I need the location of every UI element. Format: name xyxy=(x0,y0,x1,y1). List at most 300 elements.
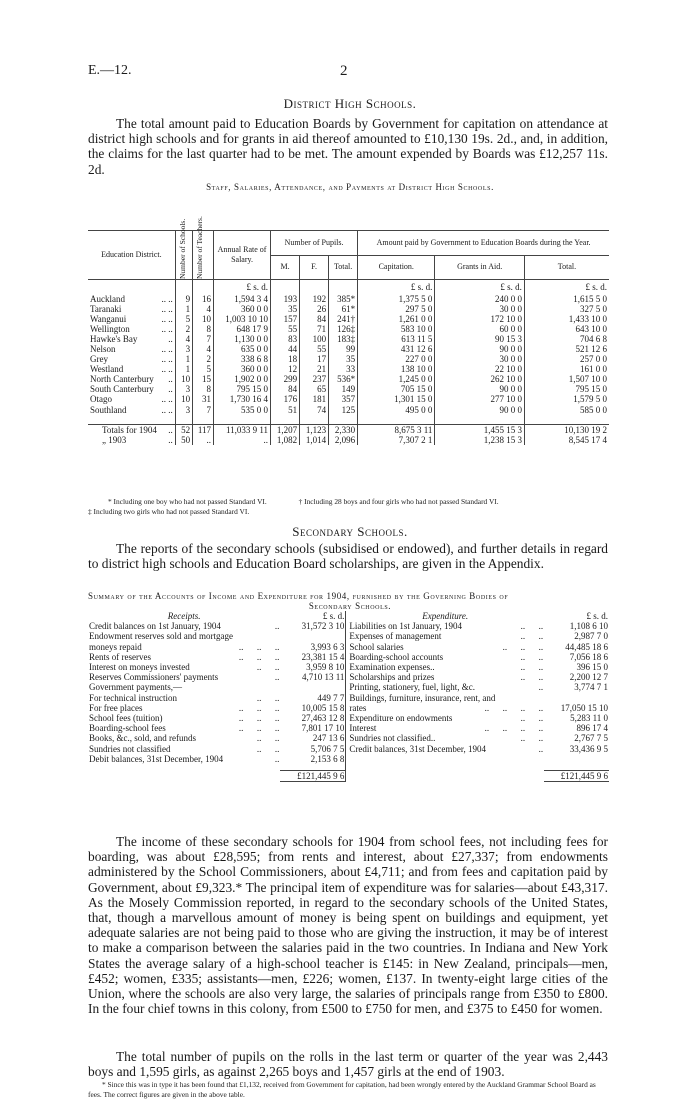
cell-tot: 327 5 0 xyxy=(524,304,609,314)
cell-salary: 1,130 0 0 xyxy=(214,334,271,344)
cell-schools: 9 xyxy=(175,294,192,304)
receipt-label-text: Boarding-school fees xyxy=(89,723,166,734)
cell-tot: 643 10 0 xyxy=(524,324,609,334)
cell-m: 299 xyxy=(271,374,300,384)
leader-dots: .. .. xyxy=(520,733,544,744)
section-title-secondary-schools: Secondary Schools. xyxy=(292,524,408,539)
expenditure-label-text: Boarding-school accounts xyxy=(349,651,444,662)
accounts-row xyxy=(88,733,609,743)
cell-total: 385* xyxy=(329,294,358,304)
expenditure-label xyxy=(346,693,544,703)
cell-total: 183‡ xyxy=(329,334,358,344)
leader-dots: .. .. xyxy=(520,662,544,673)
cell-teachers: 10 xyxy=(193,314,214,324)
receipt-amount: 3,993 6 3 xyxy=(310,641,345,652)
total-receipts: £121,445 9 6 xyxy=(280,770,346,781)
receipt-amount: 247 13 6 xyxy=(312,733,345,744)
cell-gr: 90 15 3 xyxy=(435,334,525,344)
table-row xyxy=(88,405,609,415)
cell-total: 357 xyxy=(329,394,358,404)
receipt-label-text: Government payments,— xyxy=(89,682,182,693)
cell-teachers: 7 xyxy=(193,334,214,344)
leader-dots: .. .. xyxy=(520,621,544,632)
table-row xyxy=(88,334,609,344)
receipt-label xyxy=(88,631,280,641)
receipt-label xyxy=(88,693,280,703)
col-pupils: Number of Pupils. xyxy=(271,231,358,256)
cell-schools: 10 xyxy=(175,394,192,404)
cell-gr: 22 10 0 xyxy=(435,364,525,374)
accounts-row xyxy=(88,744,609,754)
receipt-label xyxy=(88,672,280,682)
leader-dots: .. .. xyxy=(161,364,173,375)
expenditure-label-text: Examination expenses.. xyxy=(349,662,435,673)
expenditure-label-text: Expenditure on endowments xyxy=(349,713,453,724)
cell-m: 157 xyxy=(271,314,300,324)
cell-gr: 277 10 0 xyxy=(435,394,525,404)
cell-teachers: 4 xyxy=(193,344,214,354)
receipt-label xyxy=(88,703,280,713)
cell-total: 2,096 xyxy=(329,435,358,445)
leader-dots: .. xyxy=(538,682,544,693)
cell-tot: 257 0 0 xyxy=(524,354,609,364)
cell-salary: 648 17 9 xyxy=(214,324,271,334)
pupils-roll-paragraph: The total number of pupils on the rolls in the last term or quarter of the year was 2,443 boys and 1,595 girls, as against 2,265 boys and 1,457 girls at the end of 1903. xyxy=(88,1049,608,1080)
cell-schools: 52 xyxy=(175,425,192,436)
cell-teachers: 7 xyxy=(193,405,214,415)
cell-m: 44 xyxy=(271,344,300,354)
unit-capitation: £ s. d. xyxy=(358,280,435,294)
cell-cap: 1,375 5 0 xyxy=(358,294,435,304)
footnotes-block xyxy=(88,497,608,517)
expenditure-amount: 7,056 18 6 xyxy=(569,651,608,662)
accounts-row xyxy=(88,642,609,652)
accounts-row xyxy=(88,754,609,764)
expenditure-label-text: Printing, stationery, fuel, light, &c. xyxy=(349,682,476,693)
accounts-row xyxy=(88,652,609,662)
expenditure-amount: 2,767 7 5 xyxy=(574,733,608,744)
cell-gr: 90 0 0 xyxy=(435,405,525,415)
cell-total: 33 xyxy=(329,364,358,374)
expenditure-label xyxy=(346,662,544,672)
leader-dots: .. .. xyxy=(161,394,173,405)
cell-tot: 585 0 0 xyxy=(524,405,609,415)
district-name: Grey xyxy=(90,354,108,365)
leader-dots: .. .. xyxy=(520,672,544,683)
table-row xyxy=(88,394,609,404)
receipt-label-text: Debit balances, 31st December, 1904 xyxy=(89,753,224,764)
district-cell xyxy=(88,374,175,384)
expenditure-label xyxy=(346,652,544,662)
receipt-label-text: Credit balances on 1st January, 1904 xyxy=(89,621,221,632)
unit-total: £ s. d. xyxy=(524,280,609,294)
secondary-footnote: * Since this was in type it has been found that £1,132, received from Government for capitation, had been wrongly entered by the Auckland Grammar School Board as fees. The correct figures are given in the above table. xyxy=(88,1080,596,1099)
cell-tot: 1,433 10 0 xyxy=(524,314,609,324)
cell-m: 176 xyxy=(271,394,300,404)
accounts-row xyxy=(88,672,609,682)
cell-f: 65 xyxy=(300,384,329,394)
cell-cap: 8,675 3 11 xyxy=(358,425,435,436)
district-name: North Canterbury xyxy=(90,374,154,385)
receipt-amount xyxy=(280,682,346,692)
cell-teachers: 2 xyxy=(193,354,214,364)
cell-teachers: 8 xyxy=(193,324,214,334)
units-row xyxy=(88,280,609,294)
receipt-amount: 3,959 8 10 xyxy=(306,662,345,673)
expenditure-amount: 2,987 7 0 xyxy=(574,631,608,642)
receipt-label xyxy=(88,754,280,764)
cell-teachers: 5 xyxy=(193,364,214,374)
expenditure-header: Expenditure. xyxy=(346,611,544,621)
district-name: Westland xyxy=(90,364,124,375)
expenditure-label-text: Expenses of management xyxy=(349,631,442,642)
cell-salary: 338 6 8 xyxy=(214,354,271,364)
receipt-label xyxy=(88,621,280,631)
cell-total: 241† xyxy=(329,314,358,324)
spacer-row xyxy=(88,415,609,425)
cell-schools: 1 xyxy=(175,354,192,364)
leader-dots: .. .. xyxy=(161,343,173,354)
leader-dots: .. xyxy=(168,374,173,385)
totals-row xyxy=(88,435,609,445)
district-cell xyxy=(88,354,175,364)
cell-total: 126‡ xyxy=(329,324,358,334)
expenditure-amount xyxy=(544,754,609,764)
leader-dots: .. .. xyxy=(256,692,280,703)
table-row xyxy=(88,304,609,314)
cell-cap: 7,307 2 1 xyxy=(358,435,435,445)
receipt-label xyxy=(88,723,280,733)
unit-grants: £ s. d. xyxy=(435,280,525,294)
cell-m: 1,082 xyxy=(271,435,300,445)
receipt-amount: 10,005 15 8 xyxy=(301,702,345,713)
col-district: Education District. xyxy=(88,231,175,280)
district-name: Taranaki xyxy=(90,303,122,314)
col-grants: Grants in Aid. xyxy=(435,255,525,280)
leader-dots: .. .. xyxy=(520,713,544,724)
cell-cap: 431 12 6 xyxy=(358,344,435,354)
cell-gr: 90 0 0 xyxy=(435,384,525,394)
expenditure-amount: 17,050 15 10 xyxy=(560,702,608,713)
district-name: Otago xyxy=(90,394,112,405)
accounts-row xyxy=(88,682,609,692)
expenditure-label-text: Credit balances, 31st December, 1904 xyxy=(349,743,486,754)
cell-schools: 1 xyxy=(175,364,192,374)
cell-m: 51 xyxy=(271,405,300,415)
district-cell xyxy=(88,304,175,314)
expenditure-amount xyxy=(544,693,609,703)
col-schools: Number of Schools. xyxy=(177,218,187,279)
expenditure-amount: 896 17 4 xyxy=(576,723,608,734)
cell-gr: 262 10 0 xyxy=(435,374,525,384)
footnote-a: * Including one boy who had not passed Standard VI. xyxy=(108,497,267,506)
total-expenditure: £121,445 9 6 xyxy=(544,770,609,781)
receipt-amount: 7,801 17 10 xyxy=(301,723,345,734)
district-cell xyxy=(88,394,175,404)
leader-dots: .. .. .. xyxy=(502,641,544,652)
cell-cap: 495 0 0 xyxy=(358,405,435,415)
expenditure-amount: 2,200 12 7 xyxy=(569,672,608,683)
cell-gr: 30 0 0 xyxy=(435,354,525,364)
district-cell xyxy=(88,364,175,374)
cell-schools: 50 xyxy=(175,435,192,445)
receipt-amount: 27,463 12 8 xyxy=(301,713,345,724)
leader-dots: .. .. xyxy=(520,651,544,662)
cell-m: 12 xyxy=(271,364,300,374)
expenditure-label xyxy=(346,723,544,733)
cell-salary: 360 0 0 xyxy=(214,364,271,374)
expenditure-label-text: Buildings, furniture, insurance, rent, and xyxy=(349,692,496,703)
col-capitation: Capitation. xyxy=(358,255,435,280)
receipt-label-text: Reserves Commissioners' payments xyxy=(89,672,219,683)
expenditure-label xyxy=(346,733,544,743)
cell-f: 100 xyxy=(300,334,329,344)
expenditure-amount: 5,283 11 0 xyxy=(570,713,608,724)
expenditure-label xyxy=(346,703,544,713)
cell-total: 536* xyxy=(329,374,358,384)
receipt-amount xyxy=(280,631,346,641)
cell-salary: 1,594 3 4 xyxy=(214,294,271,304)
cell-tot: 704 6 8 xyxy=(524,334,609,344)
receipt-label-text: moneys repaid xyxy=(89,641,142,652)
expenditure-label-text: School salaries xyxy=(349,641,404,652)
col-salary: Annual Rate of Salary. xyxy=(214,231,271,280)
cell-cap: 705 15 0 xyxy=(358,384,435,394)
accounts-table-title-2: Secondary Schools. xyxy=(308,601,392,611)
cell-f: 84 xyxy=(300,314,329,324)
receipts-header: Receipts. xyxy=(167,611,201,621)
district-high-schools-table xyxy=(88,216,609,446)
district-cell xyxy=(88,425,175,436)
cell-salary: 635 0 0 xyxy=(214,344,271,354)
col-f: F. xyxy=(300,255,329,280)
leader-dots: .. .. .. xyxy=(238,723,280,734)
cell-cap: 613 11 5 xyxy=(358,334,435,344)
cell-gr: 240 0 0 xyxy=(435,294,525,304)
cell-tot: 795 15 0 xyxy=(524,384,609,394)
leader-dots: .. xyxy=(168,435,173,446)
secondary-schools-paragraph: The reports of the secondary schools (subsidised or endowed), and further details in regard to district high schools and Education Board scholarships, are given in the Appendix. xyxy=(88,541,608,572)
cell-gr: 30 0 0 xyxy=(435,304,525,314)
cell-cap: 1,301 15 0 xyxy=(358,394,435,404)
expenditure-label-text: rates xyxy=(349,702,367,713)
leader-dots: .. .. xyxy=(256,743,280,754)
receipt-label-text: Interest on moneys invested xyxy=(89,662,190,673)
cell-f: 192 xyxy=(300,294,329,304)
leader-dots: .. xyxy=(538,743,544,754)
receipt-label-text: Rents of reserves xyxy=(89,651,151,662)
cell-gr: 90 0 0 xyxy=(435,344,525,354)
cell-cap: 1,245 0 0 xyxy=(358,374,435,384)
receipt-amount: 2,153 6 8 xyxy=(310,753,345,764)
district-name: Wanganui xyxy=(90,313,127,324)
cell-schools: 3 xyxy=(175,344,192,354)
expenditure-label xyxy=(346,754,544,764)
cell-teachers: .. xyxy=(193,435,214,445)
district-cell xyxy=(88,314,175,324)
receipt-label xyxy=(88,733,280,743)
cell-salary: 795 15 0 xyxy=(214,384,271,394)
table-row xyxy=(88,324,609,334)
leader-dots: .. .. xyxy=(161,293,173,304)
expenditure-label-text: Liabilities on 1st January, 1904 xyxy=(349,621,463,632)
cell-salary: .. xyxy=(214,435,271,445)
expenditure-amount: 396 15 0 xyxy=(576,662,608,673)
leader-dots: .. .. .. .. xyxy=(484,723,544,734)
receipt-label-text: Endowment reserves sold and mortgage xyxy=(89,631,233,642)
page-reference: E.—12. xyxy=(88,63,132,78)
cell-cap: 583 10 0 xyxy=(358,324,435,334)
col-m: M. xyxy=(271,255,300,280)
accounts-header-row xyxy=(88,611,609,621)
cell-f: 26 xyxy=(300,304,329,314)
district-name: Nelson xyxy=(90,343,116,354)
cell-schools: 1 xyxy=(175,304,192,314)
cell-f: 71 xyxy=(300,324,329,334)
cell-gr: 172 10 0 xyxy=(435,314,525,324)
receipts-lsd: £ s. d. xyxy=(322,611,345,621)
col-teachers: Number of Teachers. xyxy=(195,216,205,279)
leader-dots: .. .. .. xyxy=(238,702,280,713)
receipt-label xyxy=(88,682,280,692)
district-cell xyxy=(88,334,175,344)
page-number: 2 xyxy=(340,63,348,79)
leader-dots: .. .. xyxy=(161,404,173,415)
expenditure-label xyxy=(346,682,544,692)
expenditure-amount: 44,485 18 6 xyxy=(565,641,608,652)
cell-f: 181 xyxy=(300,394,329,404)
cell-teachers: 16 xyxy=(193,294,214,304)
district-high-schools-paragraph: The total amount paid to Education Boards by Government for capitation on attendance at district high schools and for grants in aid thereof amounted to £10,130 19s. 2d., and, in addition, the claims for the last quarter had to be met. The amount expended by Boards was £12,257 11s. 2d. xyxy=(88,116,608,177)
cell-schools: 3 xyxy=(175,384,192,394)
cell-total: 99 xyxy=(329,344,358,354)
cell-cap: 297 5 0 xyxy=(358,304,435,314)
district-name: Totals for 1904 xyxy=(102,425,157,436)
receipt-label xyxy=(88,652,280,662)
receipt-label xyxy=(88,744,280,754)
cell-teachers: 4 xyxy=(193,304,214,314)
leader-dots: .. .. .. .. xyxy=(484,702,544,713)
accounts-row xyxy=(88,621,609,631)
cell-cap: 1,261 0 0 xyxy=(358,314,435,324)
leader-dots: .. xyxy=(168,384,173,395)
col-amount-total: Total. xyxy=(524,255,609,280)
cell-schools: 2 xyxy=(175,324,192,334)
receipt-amount: 31,572 3 10 xyxy=(301,621,345,632)
receipt-label-text: School fees (tuition) xyxy=(89,713,163,724)
accounts-table-title-1: Summary of the Accounts of Income and Expenditure for 1904, furnished by the Governing Bodies of xyxy=(88,591,509,601)
accounts-table xyxy=(88,611,609,782)
cell-cap: 138 10 0 xyxy=(358,364,435,374)
cell-tot: 521 12 6 xyxy=(524,344,609,354)
expenditure-label xyxy=(346,621,544,631)
leader-dots: .. xyxy=(168,333,173,344)
cell-tot: 1,615 5 0 xyxy=(524,294,609,304)
expenditure-label xyxy=(346,713,544,723)
accounts-row xyxy=(88,693,609,703)
table-row xyxy=(88,364,609,374)
table-row xyxy=(88,314,609,324)
table-row xyxy=(88,344,609,354)
leader-dots: .. xyxy=(274,672,280,683)
expenditure-amount: 33,436 9 5 xyxy=(569,743,608,754)
district-name: South Canterbury xyxy=(90,384,154,395)
accounts-row xyxy=(88,703,609,713)
expenditure-label xyxy=(346,744,544,754)
district-name: Wellington xyxy=(90,323,130,334)
leader-dots: .. .. xyxy=(520,631,544,642)
district-name: Hawke's Bay xyxy=(90,333,138,344)
leader-dots: .. .. xyxy=(161,303,173,314)
cell-tot: 1,579 5 0 xyxy=(524,394,609,404)
cell-m: 83 xyxy=(271,334,300,344)
leader-dots: .. .. xyxy=(161,323,173,334)
cell-teachers: 117 xyxy=(193,425,214,436)
cell-f: 1,123 xyxy=(300,425,329,436)
cell-tot: 161 0 0 xyxy=(524,364,609,374)
cell-teachers: 8 xyxy=(193,384,214,394)
col-amount: Amount paid by Government to Education Boards during the Year. xyxy=(358,231,609,256)
expenditure-amount: 1,108 6 10 xyxy=(569,621,608,632)
leader-dots: .. .. xyxy=(161,313,173,324)
receipt-label-text: Books, &c., sold, and refunds xyxy=(89,733,196,744)
table-row xyxy=(88,384,609,394)
district-name: „ 1903 xyxy=(102,435,127,446)
district-cell xyxy=(88,344,175,354)
expenditure-label-text: Scholarships and prizes xyxy=(349,672,435,683)
receipt-amount: 449 7 7 xyxy=(317,692,345,703)
receipt-amount: 4,710 13 11 xyxy=(301,672,345,683)
cell-total: 35 xyxy=(329,354,358,364)
expenditure-label-text: Sundries not classified.. xyxy=(349,733,436,744)
cell-f: 1,014 xyxy=(300,435,329,445)
expenditure-label xyxy=(346,631,544,641)
cell-f: 17 xyxy=(300,354,329,364)
cell-f: 74 xyxy=(300,405,329,415)
cell-salary: 1,902 0 0 xyxy=(214,374,271,384)
district-name: Southland xyxy=(90,404,127,415)
cell-teachers: 31 xyxy=(193,394,214,404)
cell-f: 237 xyxy=(300,374,329,384)
cell-salary: 535 0 0 xyxy=(214,405,271,415)
leader-dots: .. .. xyxy=(256,662,280,673)
leader-dots: .. .. .. xyxy=(238,651,280,662)
table-row xyxy=(88,374,609,384)
cell-total: 149 xyxy=(329,384,358,394)
cell-schools: 3 xyxy=(175,405,192,415)
leader-dots: .. xyxy=(274,621,280,632)
table-row xyxy=(88,354,609,364)
cell-tot: 1,507 10 0 xyxy=(524,374,609,384)
cell-salary: 1,730 16 4 xyxy=(214,394,271,404)
receipt-label xyxy=(88,662,280,672)
cell-schools: 4 xyxy=(175,334,192,344)
cell-salary: 11,033 9 11 xyxy=(214,425,271,436)
footnote-c: ‡ Including two girls who had not passed Standard VI. xyxy=(88,507,250,516)
expenditure-label xyxy=(346,642,544,652)
receipt-label-text: For free places xyxy=(89,702,143,713)
receipt-amount: 5,706 7 5 xyxy=(310,743,345,754)
accounts-row xyxy=(88,662,609,672)
accounts-row xyxy=(88,713,609,723)
cell-tot: 8,545 17 4 xyxy=(524,435,609,445)
cell-tot: 10,130 19 2 xyxy=(524,425,609,436)
leader-dots: .. .. xyxy=(256,733,280,744)
cell-schools: 5 xyxy=(175,314,192,324)
leader-dots: .. xyxy=(168,425,173,436)
cell-m: 1,207 xyxy=(271,425,300,436)
cell-salary: 1,003 10 10 xyxy=(214,314,271,324)
